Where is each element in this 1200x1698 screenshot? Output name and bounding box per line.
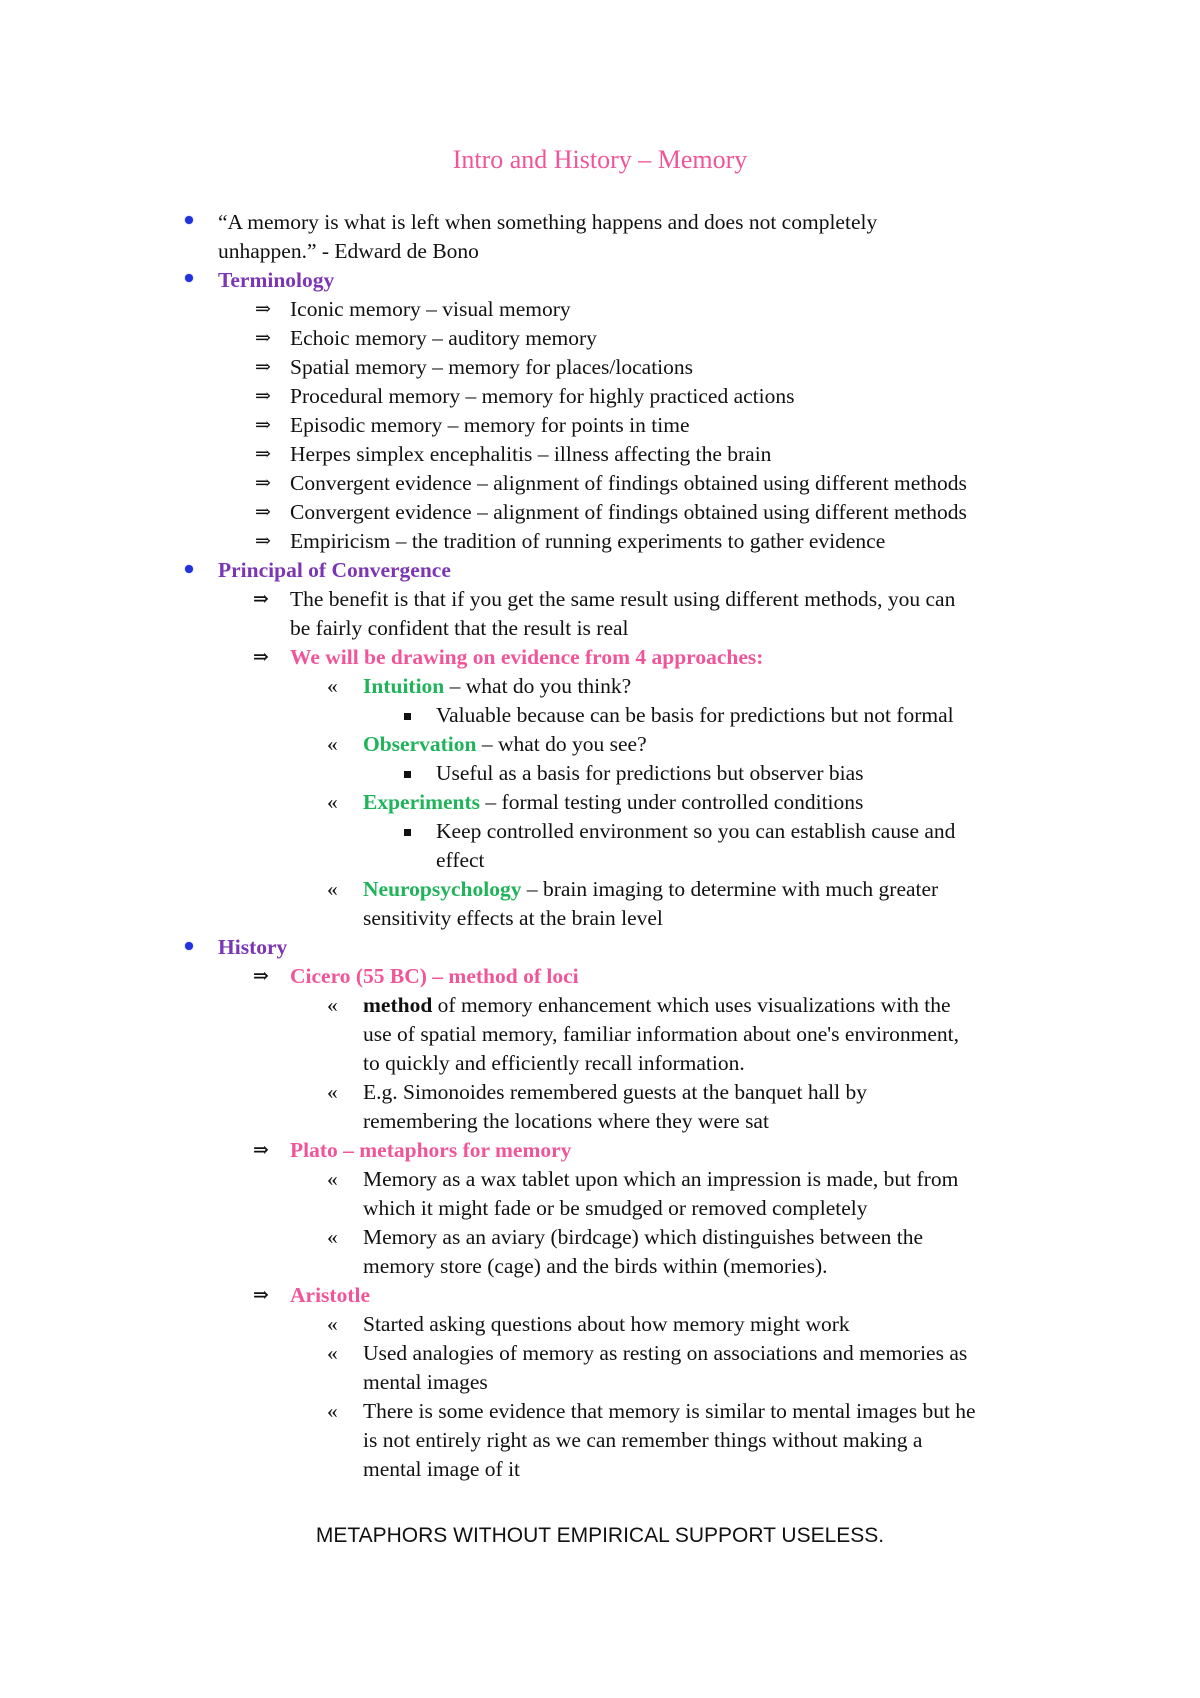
square-bullet-icon [404,713,411,720]
approach-name: Observation [363,732,477,756]
aristotle-item: Used analogies of memory as resting on associations and memories as [363,1341,968,1365]
approach-name: Experiments [363,790,481,814]
aristotle-item: mental image of it [363,1457,521,1481]
arrow-icon: ⇒ [253,589,269,610]
plato-item: memory store (cage) and the birds within (memories). [363,1254,828,1278]
arrow-icon: ⇒ [253,1285,269,1306]
bullet-dot-icon [185,274,193,282]
approaches-heading: We will be drawing on evidence from 4 approaches: [290,645,764,669]
cicero-item: use of spatial memory, familiar information about one's environment, [363,1022,959,1046]
arrow-icon: ⇒ [255,299,271,320]
approach-desc: – brain imaging to determine with much greater [521,877,939,901]
arrow-icon: ⇒ [253,1140,269,1161]
guillemet-icon: « [327,790,338,814]
terminology-item: Herpes simplex encephalitis – illness affecting the brain [290,442,772,466]
approach-intuition [363,672,631,701]
aristotle-item: Started asking questions about how memory might work [363,1312,850,1336]
page-title: Intro and History – Memory [452,145,748,174]
cicero-item: E.g. Simonoides remembered guests at the banquet hall by [363,1080,867,1104]
approach-desc: – formal testing under controlled conditions [480,790,864,814]
benefit-line: The benefit is that if you get the same result using different methods, you can [290,587,956,611]
guillemet-icon: « [327,674,338,698]
arrow-icon: ⇒ [253,647,269,668]
item-text: of memory enhancement which uses visualizations with the [432,993,951,1017]
guillemet-icon: « [327,877,338,901]
terminology-item: Echoic memory – auditory memory [290,326,597,350]
approach-note: Valuable because can be basis for predictions but not formal [436,703,954,727]
approach-note: Keep controlled environment so you can establish cause and [436,819,956,843]
terminology-item: Episodic memory – memory for points in time [290,413,690,437]
aristotle-item: is not entirely right as we can remember things without making a [363,1428,923,1452]
plato-item: which it might fade or be smudged or removed completely [363,1196,868,1220]
convergence-heading: Principal of Convergence [218,558,451,582]
square-bullet-icon [404,771,411,778]
approach-note: Useful as a basis for predictions but observer bias [436,761,864,785]
terminology-item: Empiricism – the tradition of running experiments to gather evidence [290,529,886,553]
closing-statement: METAPHORS WITHOUT EMPIRICAL SUPPORT USELESS. [315,1524,885,1547]
plato-item: Memory as a wax tablet upon which an impression is made, but from [363,1167,959,1191]
terminology-item: Iconic memory – visual memory [290,297,571,321]
guillemet-icon: « [327,993,338,1017]
approach-note: effect [436,848,485,872]
aristotle-item: mental images [363,1370,488,1394]
quote-line: “A memory is what is left when something happens and does not completely [218,210,878,234]
history-heading: History [218,935,288,959]
approach-experiments [363,788,863,817]
terminology-heading: Terminology [218,268,335,292]
guillemet-icon: « [327,1399,338,1423]
square-bullet-icon [404,829,411,836]
guillemet-icon: « [327,1080,338,1104]
guillemet-icon: « [327,1312,338,1336]
bullet-dot-icon [185,216,193,224]
guillemet-icon: « [327,1167,338,1191]
arrow-icon: ⇒ [255,415,271,436]
cicero-heading: Cicero (55 BC) – method of loci [290,964,579,988]
terminology-item: Procedural memory – memory for highly practiced actions [290,384,795,408]
bold-term: method [363,993,433,1017]
terminology-item: Convergent evidence – alignment of findings obtained using different methods [290,471,967,495]
bullet-dot-icon [185,565,193,573]
terminology-item: Spatial memory – memory for places/locations [290,355,694,379]
arrow-icon: ⇒ [255,328,271,349]
arrow-icon: ⇒ [255,444,271,465]
approach-desc: – what do you see? [476,732,647,756]
approach-name: Neuropsychology [363,877,522,901]
guillemet-icon: « [327,1225,338,1249]
approach-neuropsychology [363,875,938,904]
guillemet-icon: « [327,732,338,756]
arrow-icon: ⇒ [253,966,269,987]
approach-observation [363,730,647,759]
arrow-icon: ⇒ [255,357,271,378]
aristotle-item: There is some evidence that memory is similar to mental images but he [363,1399,976,1423]
terminology-item: Convergent evidence – alignment of findings obtained using different methods [290,500,967,524]
quote-line: unhappen.” - Edward de Bono [218,239,479,263]
arrow-icon: ⇒ [255,502,271,523]
aristotle-heading: Aristotle [290,1283,370,1307]
cicero-item: remembering the locations where they were sat [363,1109,769,1133]
arrow-icon: ⇒ [255,473,271,494]
arrow-icon: ⇒ [255,531,271,552]
benefit-line: be fairly confident that the result is real [290,616,629,640]
approach-name: Intuition [363,674,445,698]
cicero-item [363,991,951,1020]
arrow-icon: ⇒ [255,386,271,407]
plato-item: Memory as an aviary (birdcage) which distinguishes between the [363,1225,924,1249]
bullet-dot-icon [185,942,193,950]
guillemet-icon: « [327,1341,338,1365]
cicero-item: to quickly and efficiently recall information. [363,1051,745,1075]
plato-heading: Plato – metaphors for memory [290,1138,572,1162]
approach-desc-cont: sensitivity effects at the brain level [363,906,663,930]
approach-desc: – what do you think? [444,674,632,698]
